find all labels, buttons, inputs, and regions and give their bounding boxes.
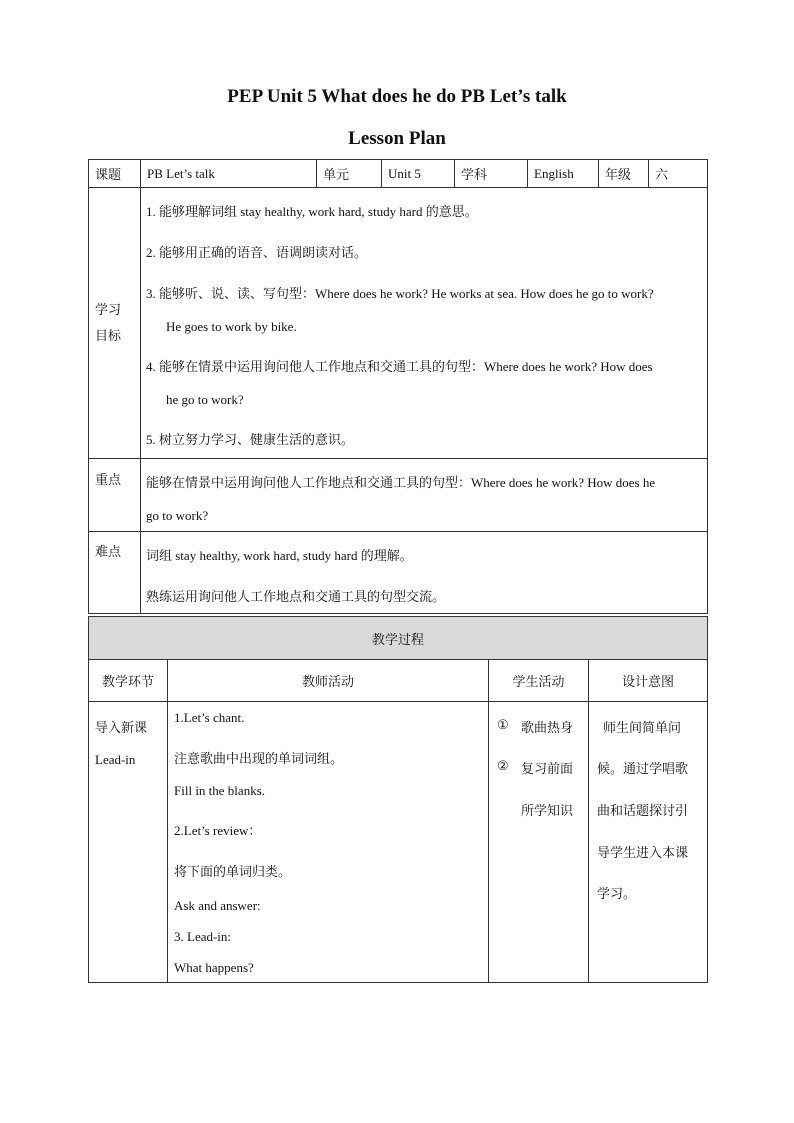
- key-points-row: [89, 459, 708, 532]
- student-item: 歌曲热身: [521, 720, 574, 735]
- stage-name: 导入新课: [95, 720, 148, 735]
- process-row-lead-in: [89, 702, 708, 983]
- circled-number-1: ①: [497, 717, 509, 732]
- topic-label: 课题: [89, 160, 141, 188]
- header-teacher: 教师活动: [168, 660, 489, 702]
- stage-name-en: Lead-in: [95, 752, 136, 767]
- student-item: 复习前面: [521, 761, 574, 776]
- circled-number-2: ②: [497, 758, 509, 773]
- intent-line: 候。通过学唱歌: [597, 761, 689, 776]
- info-row: [89, 160, 708, 188]
- subject-label: 学科: [455, 160, 528, 188]
- difficult-points-label: 难点: [89, 532, 141, 614]
- document-title: PEP Unit 5 What does he do PB Let’s talk: [227, 86, 567, 107]
- document-subtitle: Lesson Plan: [348, 128, 446, 149]
- difficult-points-row: [89, 532, 708, 614]
- teacher-step: 3. Lead-in:: [174, 929, 232, 944]
- header-intent: 设计意图: [589, 660, 708, 702]
- teacher-step: 2.Let’s review：: [174, 823, 262, 838]
- process-band: 教学过程: [89, 617, 708, 660]
- objective-3-continued: He goes to work by bike.: [166, 319, 297, 334]
- objective-5: 5. 树立努力学习、健康生活的意识。: [146, 432, 355, 447]
- intent-line: 导学生进入本课: [597, 845, 689, 860]
- objective-4-continued: he go to work?: [166, 392, 244, 407]
- teacher-activity-cell: [168, 702, 489, 983]
- student-item-continued: 所学知识: [521, 803, 574, 818]
- teacher-step: 将下面的单词归类。: [174, 864, 292, 879]
- process-band-row: [89, 617, 708, 660]
- teacher-step: 1.Let’s chant.: [174, 710, 245, 725]
- objectives-row: [89, 188, 708, 459]
- teacher-step: Fill in the blanks.: [174, 783, 265, 798]
- teacher-step: 注意歌曲中出现的单词词组。: [174, 751, 344, 766]
- grade-label: 年级: [599, 160, 649, 188]
- key-points-label: 重点: [89, 459, 141, 532]
- teacher-step: What happens?: [174, 960, 254, 975]
- objective-2: 2. 能够用正确的语音、语调朗读对话。: [146, 245, 368, 260]
- process-header-row: [89, 660, 708, 702]
- objective-4: 4. 能够在情景中运用询问他人工作地点和交通工具的句型：Where does he work? How does: [146, 359, 653, 374]
- student-activity-cell: [489, 702, 589, 983]
- lesson-info-table: [88, 159, 708, 614]
- difficult-points-content: 词组 stay healthy, work hard, study hard 的理解。 熟练运用询问他人工作地点和交通工具的句型交流。: [141, 532, 708, 614]
- grade-value: 六: [649, 160, 708, 188]
- teaching-process-table: [88, 616, 708, 983]
- unit-value: Unit 5: [382, 160, 455, 188]
- objective-1: 1. 能够理解词组 stay healthy, work hard, study hard 的意思。: [146, 204, 478, 219]
- stage-cell: [89, 702, 168, 983]
- intent-line: 师生间简单问: [603, 720, 682, 735]
- subject-value: English: [528, 160, 599, 188]
- intent-line: 学习。: [597, 886, 637, 901]
- topic-value: PB Let’s talk: [141, 160, 317, 188]
- objective-3: 3. 能够听、说、读、写句型：Where does he work? He works at sea. How does he go to work?: [146, 286, 654, 301]
- unit-label: 单元: [317, 160, 382, 188]
- header-student: 学生活动: [489, 660, 589, 702]
- objectives-label: 学习 目标: [89, 188, 141, 459]
- header-stage: 教学环节: [89, 660, 168, 702]
- key-points-content: 能够在情景中运用询问他人工作地点和交通工具的句型：Where does he work? How does he go to work?: [141, 459, 708, 532]
- intent-line: 曲和话题探讨引: [597, 803, 689, 818]
- teacher-step: Ask and answer:: [174, 898, 261, 913]
- design-intent-cell: [589, 702, 708, 983]
- objectives-content: [141, 188, 708, 459]
